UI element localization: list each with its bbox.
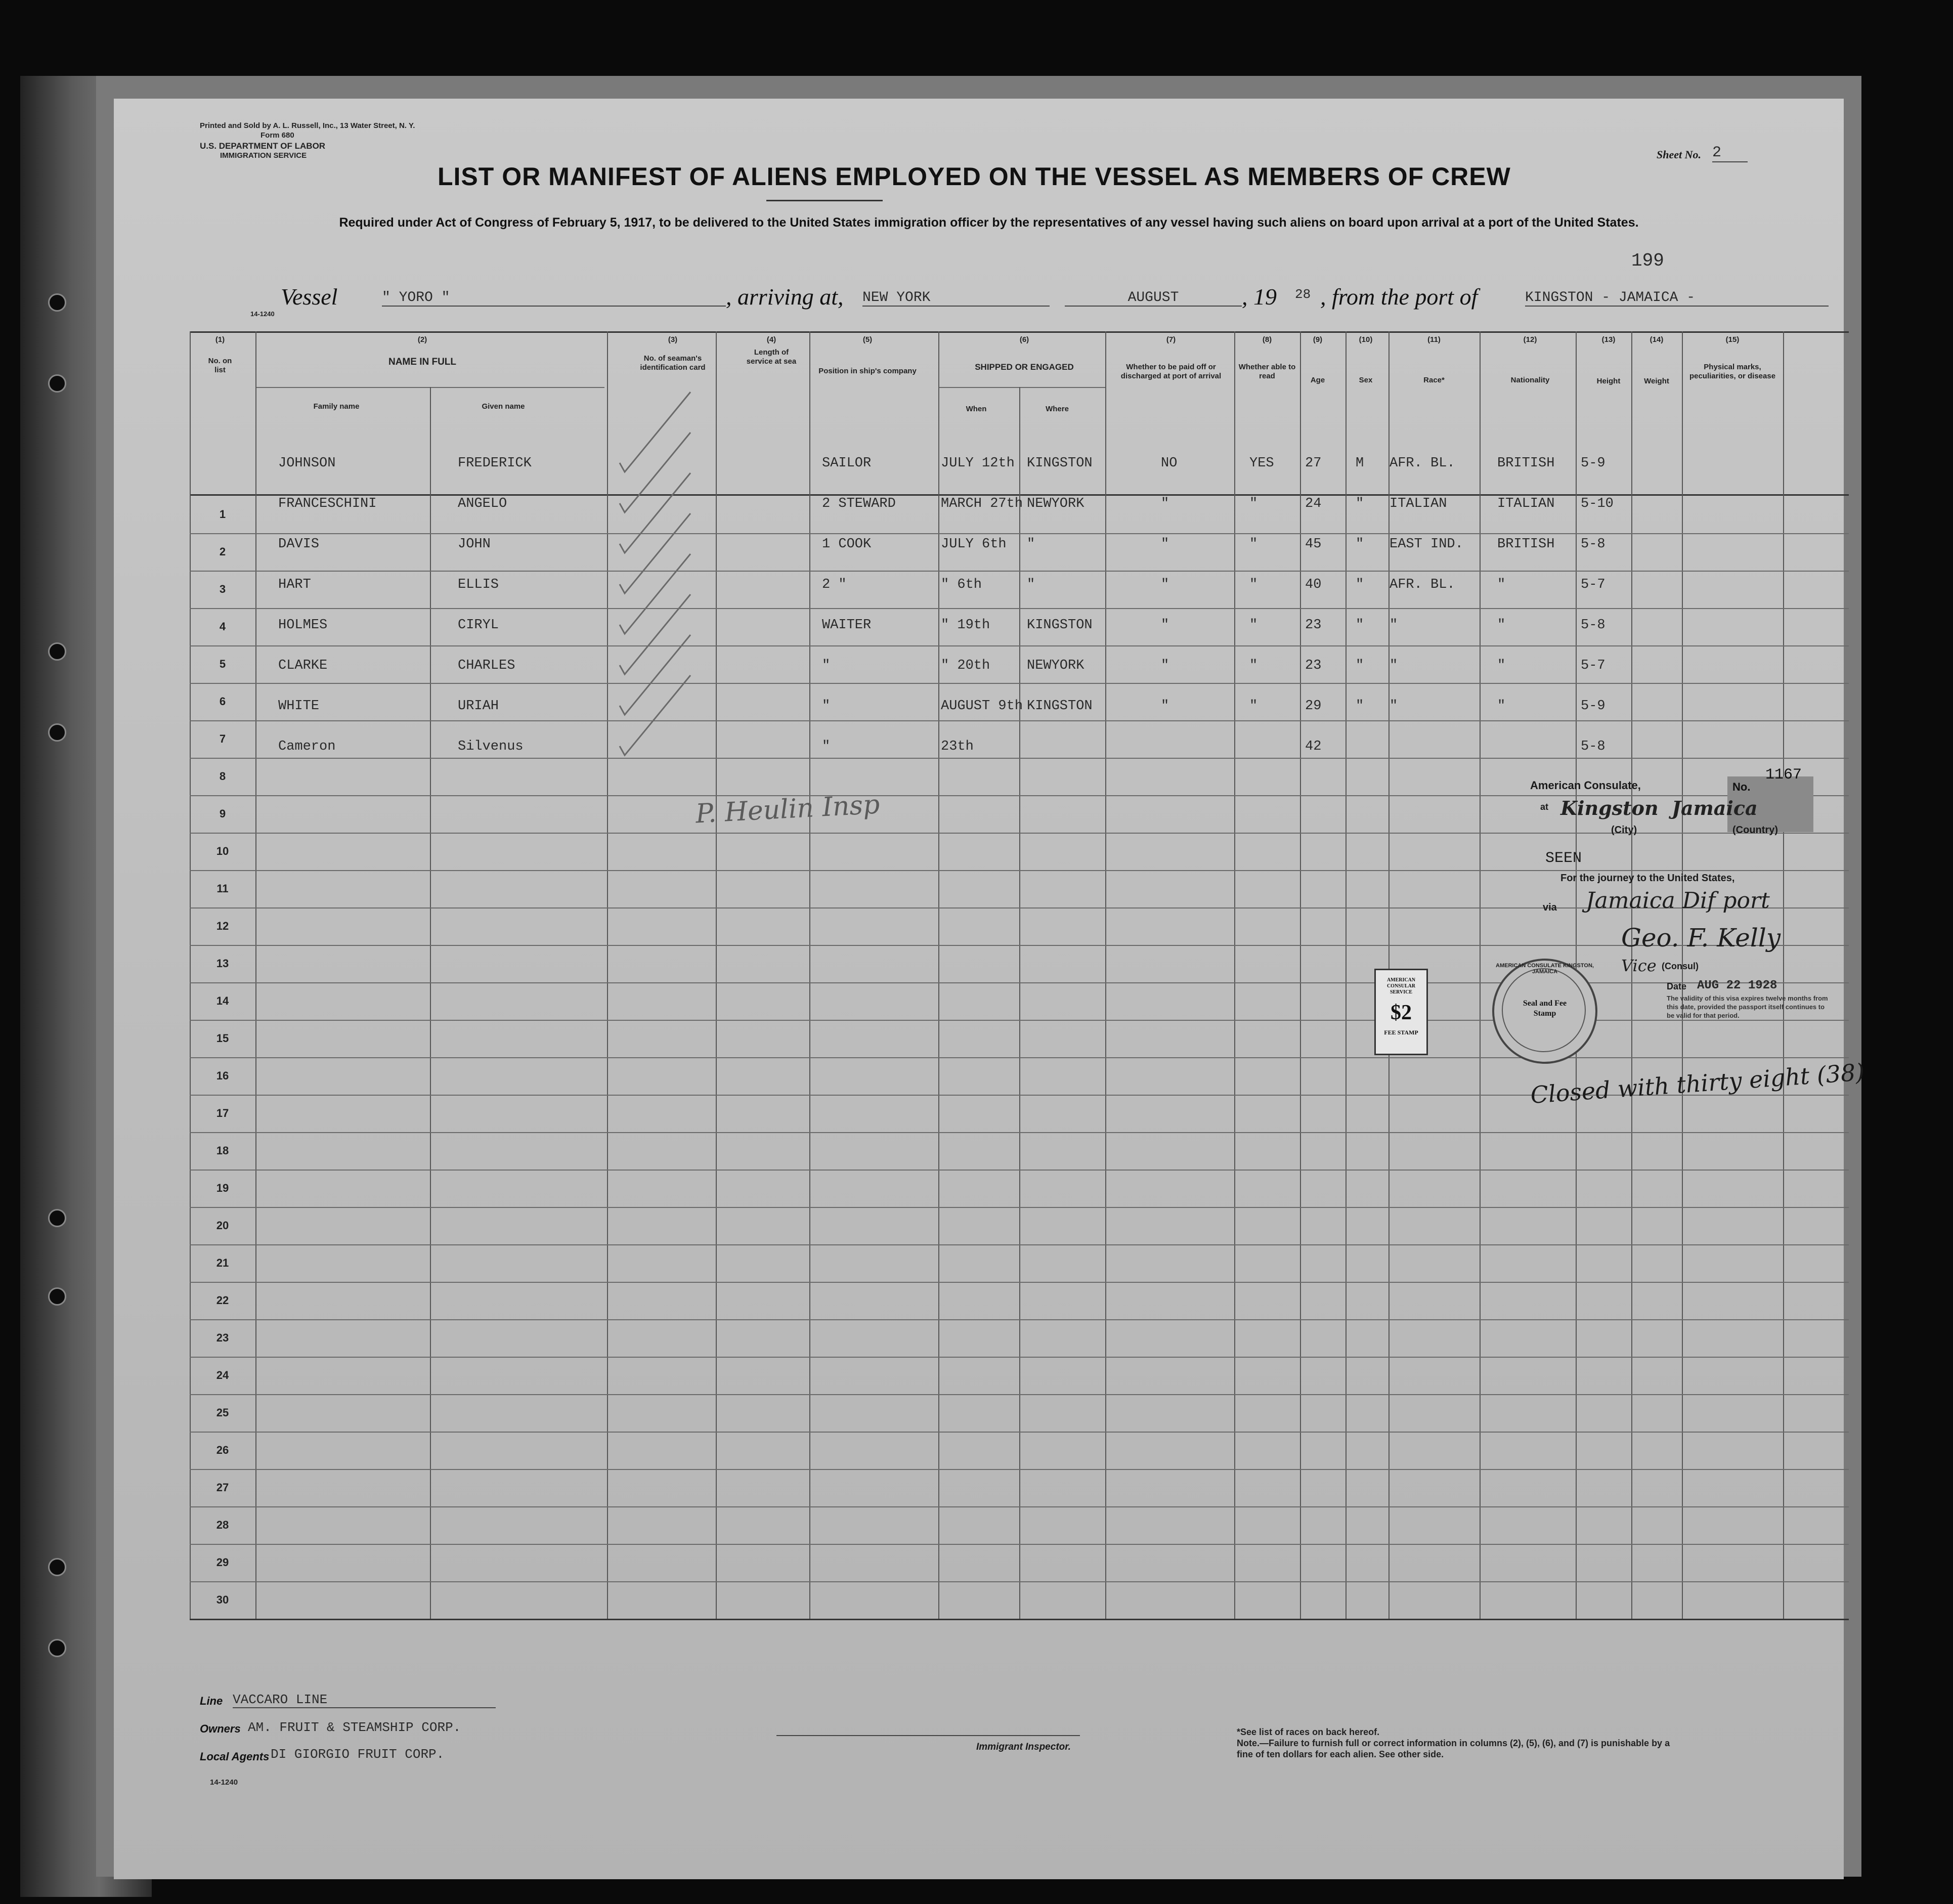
consulate-no-label: No.: [1732, 781, 1751, 793]
row-number: 10: [216, 845, 229, 857]
shipped-where-cell: KINGSTON: [1027, 618, 1093, 633]
age-cell: 45: [1305, 537, 1322, 552]
col-header-age: Age: [1310, 376, 1325, 384]
able-to-read-cell: ": [1249, 618, 1258, 633]
sex-cell: M: [1356, 456, 1364, 471]
family-name-cell: WHITE: [278, 699, 320, 714]
sex-cell: ": [1356, 699, 1364, 714]
col-number-14: (14): [1650, 335, 1664, 344]
col-number-3: (3): [668, 335, 678, 344]
consulate-number: 1167: [1765, 766, 1802, 784]
family-name-cell: HOLMES: [278, 618, 328, 633]
vessel-name: " YORO ": [382, 290, 726, 307]
sheet-label: Sheet No.: [1657, 148, 1701, 161]
col-header-read: Whether able to read: [1238, 363, 1296, 380]
fee-stamp-header: AMERICAN CONSULAR SERVICE: [1386, 977, 1416, 995]
shipped-where-cell: ": [1027, 537, 1035, 552]
fee-stamp: [1374, 969, 1428, 1055]
closed-note: Closed with thirty eight (38): [1529, 1058, 1865, 1109]
row-number: 12: [216, 920, 229, 932]
age-cell: 23: [1305, 658, 1322, 673]
col-number-10: (10): [1359, 335, 1373, 344]
from-port: KINGSTON - JAMAICA -: [1525, 290, 1829, 307]
penalty-note: Note.—Failure to furnish full or correct information in columns (2), (5), (6), and (7) is punishable by a fine of ten dollars for each alien. See other side.: [1237, 1738, 1670, 1759]
margin-code: 14-1240: [250, 310, 275, 318]
consulate-country: Jamaica: [1672, 797, 1758, 819]
col-number-11: (11): [1427, 335, 1441, 344]
given-name-cell: CHARLES: [458, 658, 515, 673]
position-cell: WAITER: [822, 618, 872, 633]
sex-cell: ": [1356, 658, 1364, 673]
row-number: 1: [219, 508, 226, 521]
family-name-cell: FRANCESCHINI: [278, 496, 377, 511]
height-cell: 5-10: [1581, 496, 1614, 511]
paid-off-cell: ": [1161, 537, 1169, 552]
check-mark: [620, 432, 690, 512]
inspector-signature-line: [776, 1735, 1080, 1736]
nationality-cell: BRITISH: [1497, 456, 1555, 471]
position-cell: ": [822, 658, 831, 673]
consulate-label: American Consulate,: [1530, 779, 1641, 792]
sex-cell: ": [1356, 577, 1364, 592]
row-number: 30: [216, 1593, 229, 1606]
row-number: 27: [216, 1481, 229, 1494]
col-header-physical: Physical marks, peculiarities, or disease: [1689, 363, 1776, 380]
fee-stamp-value: $2: [1391, 1001, 1412, 1024]
consulate-city: Kingston: [1560, 797, 1659, 819]
document-subtitle: Required under Act of Congress of February 5, 1917, to be delivered to the United States immigration officer by the representatives of any vessel having such aliens on board upon arrival at a port of the United States.: [339, 215, 1639, 230]
row-number: 26: [216, 1444, 229, 1456]
seen-label: SEEN: [1545, 850, 1582, 867]
able-to-read-cell: ": [1249, 658, 1258, 673]
race-cell: EAST IND.: [1390, 537, 1463, 552]
given-name-cell: JOHN: [458, 537, 491, 552]
form-number: Form 680: [261, 131, 294, 140]
col-header-race: Race*: [1423, 376, 1445, 384]
punch-hole: [48, 1639, 66, 1657]
visa-validity: The validity of this visa expires twelve months from this date, provided the passport itself continues to be valid for that period.: [1667, 994, 1828, 1019]
punch-hole: [48, 723, 66, 742]
col-number-2: (2): [417, 335, 427, 344]
race-cell: ": [1390, 699, 1398, 714]
paid-off-cell: NO: [1161, 456, 1178, 471]
row-number: 17: [216, 1107, 229, 1119]
check-mark: [620, 554, 690, 634]
footer-line-value: VACCARO LINE: [233, 1692, 496, 1708]
family-name-cell: HART: [278, 577, 311, 592]
document-title: LIST OR MANIFEST OF ALIENS EMPLOYED ON THE VESSEL AS MEMBERS OF CREW: [438, 162, 1511, 191]
journey-label: For the journey to the United States,: [1560, 873, 1735, 884]
position-cell: ": [822, 739, 831, 754]
fee-stamp-footer: FEE STAMP: [1384, 1029, 1418, 1036]
nationality-cell: ITALIAN: [1497, 496, 1555, 511]
shipped-when-cell: MARCH 27th: [941, 496, 1023, 511]
row-number: 21: [216, 1257, 229, 1269]
shipped-when-cell: JULY 6th: [941, 537, 1007, 552]
via-value: Jamaica Dif port: [1586, 888, 1770, 914]
given-name-cell: ANGELO: [458, 496, 507, 511]
year-prefix: , 19: [1242, 284, 1277, 310]
sex-cell: ": [1356, 618, 1364, 633]
col-number-9: (9): [1313, 335, 1323, 344]
stamp-number: 199: [1631, 250, 1664, 271]
row-number: 28: [216, 1519, 229, 1531]
col-header-nationality: Nationality: [1510, 376, 1550, 384]
position-cell: 2 ": [822, 577, 847, 592]
row-number: 3: [219, 583, 226, 595]
col-header-paid-off: Whether to be paid off or discharged at port of arrival: [1120, 363, 1222, 380]
footer-owners-value: AM. FRUIT & STEAMSHIP CORP.: [248, 1720, 461, 1735]
position-cell: 2 STEWARD: [822, 496, 896, 511]
col-header-when: When: [966, 405, 987, 413]
consulate-seal: [1492, 959, 1597, 1064]
able-to-read-cell: YES: [1249, 456, 1274, 471]
arrival-port: NEW YORK: [862, 290, 1050, 307]
arrival-month: AUGUST: [1065, 290, 1242, 307]
age-cell: 42: [1305, 739, 1322, 754]
given-name-cell: CIRYL: [458, 618, 499, 633]
race-cell: AFR. BL.: [1390, 577, 1455, 592]
footer-agents-value: DI GIORGIO FRUIT CORP.: [271, 1747, 445, 1762]
nationality-cell: ": [1497, 577, 1506, 592]
races-note: *See list of races on back hereof.: [1237, 1727, 1380, 1737]
nationality-cell: ": [1497, 658, 1506, 673]
age-cell: 24: [1305, 496, 1322, 511]
race-cell: AFR. BL.: [1390, 456, 1455, 471]
col-number-12: (12): [1523, 335, 1537, 344]
punch-hole: [48, 1287, 66, 1306]
race-cell: ITALIAN: [1390, 496, 1447, 511]
row-number: 25: [216, 1406, 229, 1419]
shipped-where-cell: NEWYORK: [1027, 496, 1084, 511]
shipped-where-cell: ": [1027, 577, 1035, 592]
row-number: 4: [219, 620, 226, 633]
col-number-15: (15): [1725, 335, 1740, 344]
seal-center-text: Seal and Fee Stamp: [1523, 999, 1567, 1018]
visa-date: AUG 22 1928: [1697, 979, 1777, 992]
sex-cell: ": [1356, 496, 1364, 511]
footer-form-code: 14-1240: [210, 1778, 238, 1787]
age-cell: 40: [1305, 577, 1322, 592]
paid-off-cell: ": [1161, 577, 1169, 592]
able-to-read-cell: ": [1249, 537, 1258, 552]
col-header-where: Where: [1046, 405, 1069, 413]
race-cell: ": [1390, 658, 1398, 673]
consul-caption: (Consul): [1662, 961, 1699, 971]
col-header-given: Given name: [482, 402, 525, 411]
row-number: 14: [216, 994, 229, 1007]
col-header-service: Length of service at sea: [746, 348, 797, 366]
age-cell: 23: [1305, 618, 1322, 633]
height-cell: 5-9: [1581, 456, 1605, 471]
via-label: via: [1543, 902, 1557, 913]
punch-hole: [48, 374, 66, 393]
row-number: 29: [216, 1556, 229, 1569]
height-cell: 5-9: [1581, 699, 1605, 714]
col-number-8: (8): [1262, 335, 1272, 344]
vessel-label: Vessel: [281, 284, 338, 310]
shipped-where-cell: KINGSTON: [1027, 699, 1093, 714]
shipped-when-cell: " 6th: [941, 577, 982, 592]
col-header-id-card: No. of seaman's identification card: [640, 354, 706, 372]
row-number: 7: [219, 732, 226, 745]
shipped-when-cell: AUGUST 9th: [941, 699, 1023, 714]
footer-line-label: Line: [200, 1695, 223, 1707]
vice-label: Vice: [1621, 956, 1657, 975]
row-number: 2: [219, 545, 226, 558]
nationality-cell: ": [1497, 699, 1506, 714]
able-to-read-cell: ": [1249, 699, 1258, 714]
row-number: 11: [216, 882, 229, 895]
check-mark: [620, 473, 690, 553]
paid-off-cell: ": [1161, 618, 1169, 633]
col-number-1: (1): [215, 335, 225, 344]
height-cell: 5-7: [1581, 577, 1605, 592]
nationality-cell: ": [1497, 618, 1506, 633]
row-number: 18: [216, 1144, 229, 1157]
col-header-sex: Sex: [1359, 376, 1373, 384]
col-number-6: (6): [1019, 335, 1029, 344]
consul-signature: Geo. F. Kelly: [1621, 923, 1781, 953]
year-suffix: 28: [1295, 287, 1311, 302]
inspector-handwriting: P. Heulin Insp: [695, 789, 881, 830]
position-cell: ": [822, 699, 831, 714]
position-cell: SAILOR: [822, 456, 872, 471]
age-cell: 29: [1305, 699, 1322, 714]
given-name-cell: URIAH: [458, 699, 499, 714]
check-mark: [620, 675, 690, 755]
shipped-where-cell: KINGSTON: [1027, 456, 1093, 471]
height-cell: 5-7: [1581, 658, 1605, 673]
col-header-weight: Weight: [1644, 377, 1669, 385]
at-label: at: [1540, 802, 1549, 812]
printer-line: Printed and Sold by A. L. Russell, Inc., 13 Water Street, N. Y.: [200, 121, 415, 130]
footer-owners-label: Owners: [200, 1722, 241, 1735]
sex-cell: ": [1356, 537, 1364, 552]
col-number-4: (4): [766, 335, 776, 344]
from-port-label: , from the port of: [1320, 284, 1478, 310]
department-name: U.S. DEPARTMENT OF LABOR: [200, 141, 326, 151]
row-number: 16: [216, 1069, 229, 1082]
shipped-where-cell: NEWYORK: [1027, 658, 1084, 673]
able-to-read-cell: ": [1249, 496, 1258, 511]
family-name-cell: JOHNSON: [278, 456, 336, 471]
race-cell: ": [1390, 618, 1398, 633]
col-number-5: (5): [862, 335, 873, 344]
col-header-name: NAME IN FULL: [388, 357, 457, 367]
check-mark: [620, 635, 690, 715]
shipped-when-cell: 23th: [941, 739, 974, 754]
family-name-cell: CLARKE: [278, 658, 328, 673]
able-to-read-cell: ": [1249, 577, 1258, 592]
row-number: 19: [216, 1182, 229, 1194]
date-label: Date: [1667, 981, 1687, 991]
row-number: 20: [216, 1219, 229, 1232]
col-header-shipped: SHIPPED OR ENGAGED: [975, 362, 1074, 372]
arriving-label: , arriving at,: [726, 284, 844, 310]
given-name-cell: ELLIS: [458, 577, 499, 592]
check-mark: [620, 392, 690, 472]
shipped-when-cell: JULY 12th: [941, 456, 1015, 471]
row-number: 6: [219, 695, 226, 708]
given-name-cell: Silvenus: [458, 739, 524, 754]
inspector-caption: Immigrant Inspector.: [976, 1742, 1071, 1752]
height-cell: 5-8: [1581, 739, 1605, 754]
paid-off-cell: ": [1161, 496, 1169, 511]
seal-ring-text: AMERICAN CONSULATE KINGSTON, JAMAICA: [1496, 963, 1594, 975]
punch-hole: [48, 1209, 66, 1227]
row-number: 22: [216, 1294, 229, 1307]
row-number: 5: [219, 658, 226, 670]
row-number: 23: [216, 1331, 229, 1344]
age-cell: 27: [1305, 456, 1322, 471]
shipped-when-cell: " 19th: [941, 618, 990, 633]
manifest-page: [114, 99, 1865, 1879]
col-header-no: No. on list: [208, 357, 232, 374]
punch-hole: [48, 293, 66, 312]
check-mark: [620, 513, 690, 593]
paid-off-cell: ": [1161, 699, 1169, 714]
row-number: 24: [216, 1369, 229, 1381]
country-caption: (Country): [1732, 825, 1778, 836]
family-name-cell: DAVIS: [278, 537, 320, 552]
col-header-position: Position in ship's company: [818, 367, 917, 375]
row-number: 8: [219, 770, 226, 783]
row-number: 15: [216, 1032, 229, 1045]
col-header-height: Height: [1596, 377, 1621, 385]
paid-off-cell: ": [1161, 658, 1169, 673]
family-name-cell: Cameron: [278, 739, 336, 754]
sheet-number: 2: [1712, 144, 1748, 162]
shipped-when-cell: " 20th: [941, 658, 990, 673]
row-number: 9: [219, 807, 226, 820]
col-header-family: Family name: [313, 402, 360, 411]
position-cell: 1 COOK: [822, 537, 872, 552]
city-caption: (City): [1611, 825, 1637, 836]
footer-agents-label: Local Agents: [200, 1750, 270, 1763]
given-name-cell: FREDERICK: [458, 456, 532, 471]
height-cell: 5-8: [1581, 537, 1605, 552]
col-number-7: (7): [1166, 335, 1176, 344]
check-mark: [620, 594, 690, 674]
row-number: 13: [216, 957, 229, 970]
punch-hole: [48, 642, 66, 661]
col-number-13: (13): [1601, 335, 1616, 344]
height-cell: 5-8: [1581, 618, 1605, 633]
nationality-cell: BRITISH: [1497, 537, 1555, 552]
service-name: IMMIGRATION SERVICE: [220, 151, 307, 160]
punch-hole: [48, 1558, 66, 1576]
